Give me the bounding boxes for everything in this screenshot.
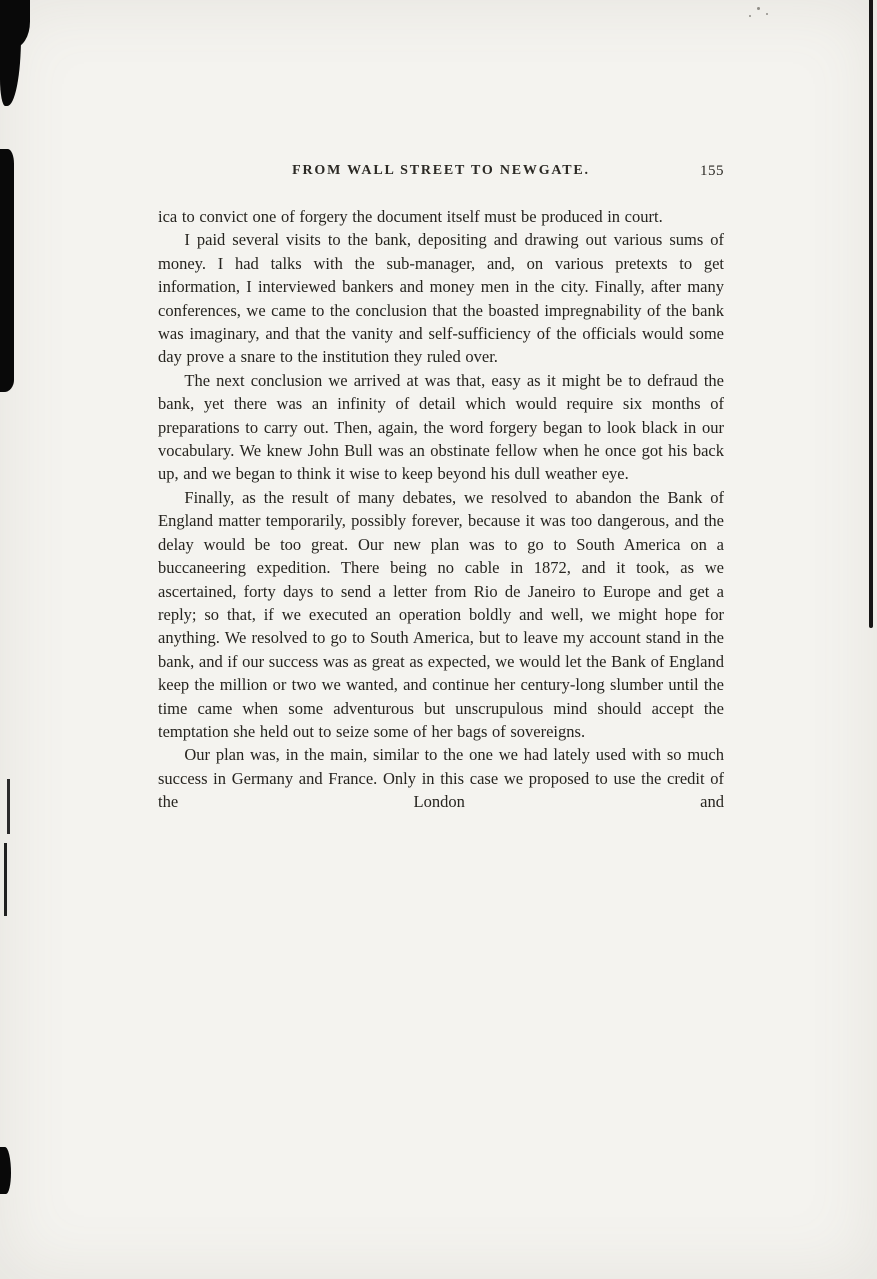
scan-ink-artifact <box>0 149 14 392</box>
paragraph: Finally, as the result of many debates, we resolved to abandon the Bank of England matter temporarily, possibly forever, because it was too dangerous, and the delay would be too great. Our new plan was to go to South America on a buccaneering expedition. There being no cable in 1872, and it took, as we ascertained, forty days to send a letter from Rio de Janeiro to Europe and get a reply; so that, if we executed an operation boldly and well, we might hope for anything. We resolved to go to South America, but to leave my account stand in the bank, and if our success was as great as expected, we would let the Bank of England keep the million or two we wanted, and continue her century-long slumber until the time came when some adventurous but unscrupulous mind should accept the temptation she held out to seize some of her bags of sovereigns. <box>158 487 724 741</box>
scan-speck <box>757 7 760 10</box>
scan-speck <box>749 15 751 17</box>
paragraph: I paid several visits to the bank, depositing and drawing out various sums of money. I had talks with the sub-manager, and, on various pretexts to get information, I interviewed bankers and money men in the city. Finally, after many conferences, we came to the conclusion that the boasted impregnability of the bank was imaginary, and that the vanity and self-sufficiency of the officials would some day prove a snare to the institution they ruled over. <box>158 230 724 367</box>
paragraph: The next conclusion we arrived at was that, easy as it might be to defraud the bank, yet there was an infinity of detail which would require six months of preparations to carry out. Then, again, the word forgery began to look black in our vocabulary. We knew John Bull was an obstinate fellow when he once got his back up, and we began to think it wise to keep beyond his dull weather eye. <box>158 370 724 484</box>
scan-ink-artifact <box>0 1147 11 1194</box>
page-header <box>158 163 724 185</box>
scan-speck <box>766 13 768 15</box>
paragraph: ica to convict one of forgery the document itself must be produced in court. <box>158 207 663 226</box>
scan-ink-artifact <box>4 843 7 916</box>
scan-edge-line <box>869 0 873 628</box>
text-block <box>158 163 724 814</box>
scan-ink-artifact <box>0 0 21 106</box>
paragraph: Our plan was, in the main, similar to the one we had lately used with so much success in Germany and France. Only in this case we proposed to use the credit of the London and <box>158 745 724 812</box>
page-number: 155 <box>700 163 724 179</box>
running-title: FROM WALL STREET TO NEWGATE. <box>292 163 590 178</box>
scan-ink-artifact <box>7 779 10 834</box>
